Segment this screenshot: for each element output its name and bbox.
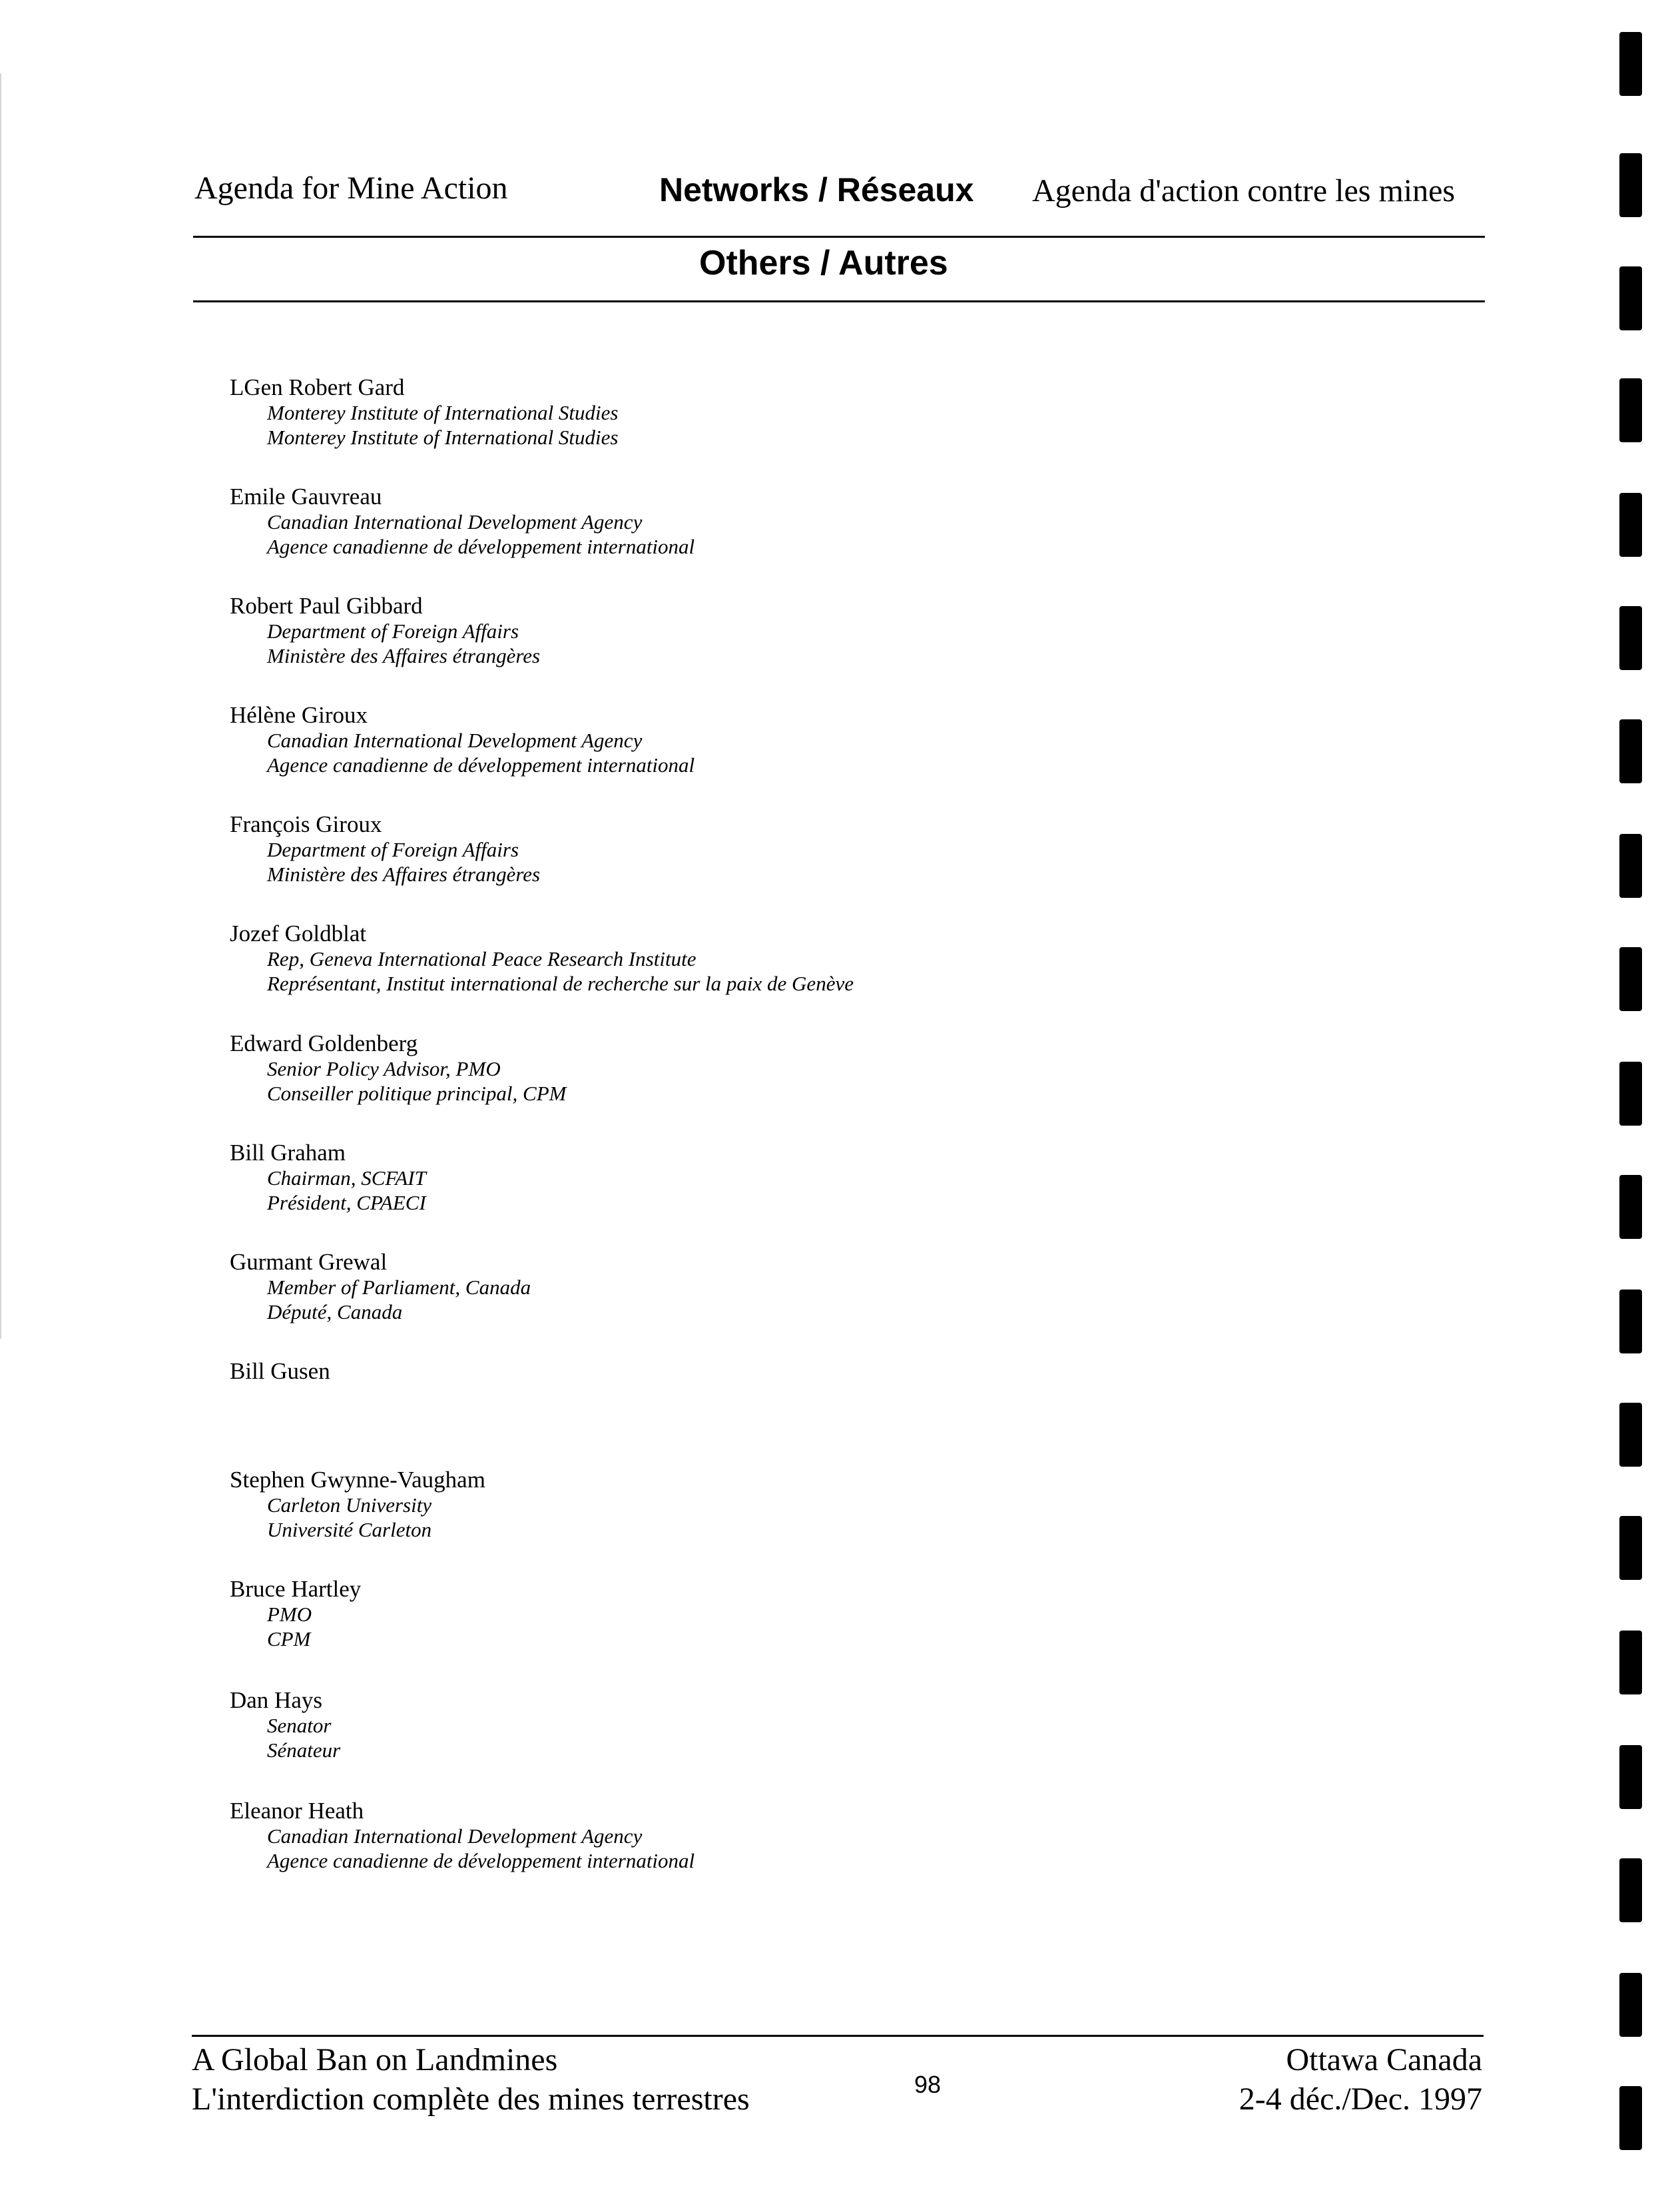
list-item [230,1031,566,1106]
footer-rule [192,2035,1484,2037]
affiliation-english: Department of Foreign Affairs [267,838,519,861]
affiliation-french: Agence canadienne de développement international [267,1849,695,1872]
person-name: Robert Paul Gibbard [230,593,423,619]
binding-hole-mark [1619,947,1642,1011]
binding-hole-mark [1619,1745,1642,1809]
binding-hole-mark [1619,834,1642,898]
binding-hole-mark [1619,266,1642,330]
person-name: Bill Gusen [230,1358,330,1384]
person-name: Bruce Hartley [230,1576,362,1602]
scan-edge-line [0,73,1,1339]
binding-hole-mark [1619,1290,1642,1353]
affiliation-english: Carleton University [267,1493,432,1517]
header-subtitle: Others / Autres [699,244,948,282]
affiliation-english: PMO [267,1603,312,1626]
binding-hole-mark [1619,1062,1642,1126]
footer-location: Ottawa Canada [1286,2042,1482,2077]
list-item [230,593,540,668]
affiliation-french: Président, CPAECI [267,1191,426,1214]
person-name: LGen Robert Gard [230,374,405,400]
list-item [230,1577,361,1651]
page-number: 98 [914,2071,942,2098]
binding-hole-mark [1619,719,1642,783]
header-right-title: Agenda d'action contre les mines [1032,173,1456,208]
affiliation-french: Université Carleton [267,1518,432,1541]
affiliation-english: Canadian International Development Agency [267,1824,643,1848]
affiliation-french: Agence canadienne de développement international [267,753,695,777]
header-section-title: Networks / Réseaux [659,171,974,208]
person-name: François Giroux [230,811,382,837]
list-item [230,1467,485,1542]
affiliation-english: Canadian International Development Agency [267,729,643,752]
binding-hole-mark [1619,2086,1642,2150]
header-left-title: Agenda for Mine Action [194,171,508,206]
person-name: Gurmant Grewal [230,1249,388,1275]
binding-hole-mark [1619,1175,1642,1239]
person-name: Jozef Goldblat [230,921,367,946]
affiliation-english: Senator [267,1714,332,1737]
binding-hole-mark [1619,1403,1642,1467]
affiliation-english: Member of Parliament, Canada [267,1276,531,1299]
list-item [230,484,695,559]
affiliation-french: Agence canadienne de développement international [267,535,695,558]
affiliation-english: Rep, Geneva International Peace Research Institute [267,947,696,970]
person-name: Hélène Giroux [230,702,368,728]
affiliation-english: Chairman, SCFAIT [267,1166,426,1190]
footer-title-english: A Global Ban on Landmines [192,2042,558,2077]
list-item [230,1688,340,1762]
binding-hole-mark [1619,493,1642,557]
affiliation-english: Department of Foreign Affairs [267,619,519,643]
binding-hole-mark [1619,1516,1642,1580]
binding-hole-mark [1619,153,1642,217]
affiliation-french: Monterey Institute of International Studies [267,426,619,449]
person-name: Stephen Gwynne-Vaugham [230,1467,485,1493]
affiliation-english: Monterey Institute of International Studies [267,401,619,424]
affiliation-english: Senior Policy Advisor, PMO [267,1057,501,1080]
person-name: Emile Gauvreau [230,484,382,510]
affiliation-french: Représentant, Institut international de recherche sur la paix de Genève [267,972,854,995]
binding-hole-mark [1619,1973,1642,2037]
affiliation-french: Ministère des Affaires étrangères [267,644,541,667]
binding-hole-mark [1619,1858,1642,1922]
binding-hole-mark [1619,378,1642,442]
footer-title-french: L'interdiction complète des mines terrestres [192,2081,750,2117]
header-rule-bottom [193,300,1485,302]
person-name: Edward Goldenberg [230,1030,418,1056]
person-name: Eleanor Heath [230,1798,364,1824]
binding-hole-mark [1619,606,1642,670]
affiliation-french: CPM [267,1627,311,1651]
footer-dates: 2-4 déc./Dec. 1997 [1239,2081,1482,2117]
affiliation-french: Ministère des Affaires étrangères [267,863,541,886]
list-item [230,1798,695,1873]
list-item [230,1359,330,1384]
affiliation-french: Sénateur [267,1738,341,1762]
list-item [230,1250,531,1324]
list-item [230,703,695,777]
affiliation-english: Canadian International Development Agency [267,510,643,534]
person-name: Bill Graham [230,1140,346,1166]
person-name: Dan Hays [230,1687,322,1713]
header-rule-top [193,236,1485,238]
list-item [230,1140,426,1215]
list-item [230,921,854,996]
affiliation-french: Député, Canada [267,1300,403,1323]
binding-hole-mark [1619,32,1642,96]
affiliation-french: Conseiller politique principal, CPM [267,1082,567,1105]
binding-hole-mark [1619,1631,1642,1694]
list-item [230,812,540,887]
list-item [230,375,618,450]
